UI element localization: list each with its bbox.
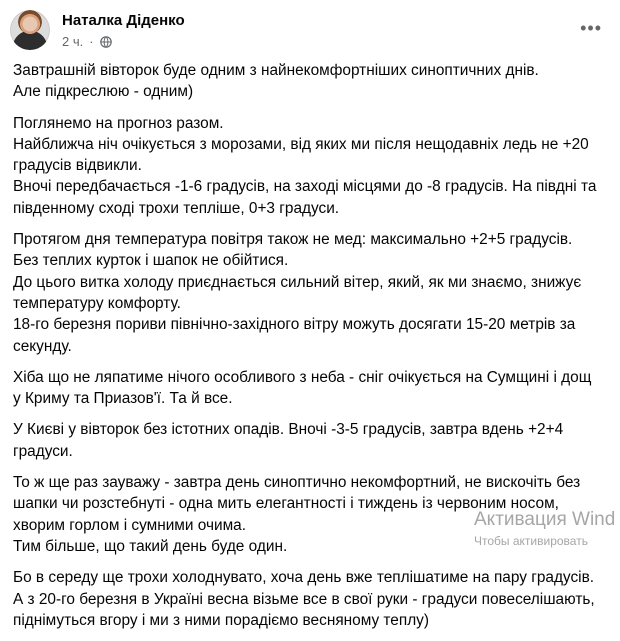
post-text-line: Протягом дня температура повітря також не мед: максимально +2+5 градусів. [13, 231, 573, 249]
post-text [13, 60, 608, 641]
post-text-line: 18-го березня пориви північно-західного вітру можуть досягати 15-20 метрів за [13, 316, 576, 334]
post-paragraph [13, 60, 608, 103]
globe-icon [100, 36, 112, 48]
post-text-line: То ж ще раз зауважу - завтра день синоптично некомфортний, не вискочіть без [13, 474, 581, 492]
post-time[interactable]: 2 ч. [62, 34, 84, 49]
author-avatar[interactable] [10, 10, 50, 50]
post-paragraph [13, 113, 608, 219]
meta-separator: · [89, 34, 94, 49]
post-text-line: А з 20-го березня в Україні весна візьме все в свої руки - градуси повеселішають, [13, 590, 595, 608]
post-text-line: Хіба що не ляпатиме нічого особливого з неба - сніг очікується на Сумщині і дощ [13, 368, 592, 386]
post-text-line: Вночі передбачається -1-6 градусів, на заході місцями до -8 градусів. На півдні та [13, 178, 597, 196]
post-text-line: шапки чи розстебнуті - одна мить елегантності і тиждень із червоним носом, [13, 495, 559, 513]
post-text-line: У Києві у вівторок без істотних опадів. Вночі -3-5 градусів, завтра вдень +2+4 [13, 421, 564, 439]
post-header [10, 8, 610, 56]
post-text-line: у Криму та Приазов'ї. Та й все. [13, 390, 233, 408]
post-meta [62, 34, 112, 49]
post-text-line: секунду. [13, 337, 72, 355]
post-text-line: градуси. [13, 442, 73, 460]
more-dots-icon[interactable]: ••• [580, 18, 602, 38]
post-text-line: Без теплих курток і шапок не обійтися. [13, 252, 289, 270]
post-text-line: піднімуться вгору і ми з ними порадіємо весняному теплу) [13, 611, 430, 629]
post-text-line: південному сході трохи тепліше, 0+3 градуси. [13, 199, 340, 217]
post-text-line: Поглянемо на прогноз разом. [13, 114, 224, 132]
post-text-line: хворим горлом і сумними очима. [13, 516, 247, 534]
post-text-line: градусів відвикли. [13, 157, 142, 175]
post-text-line: Тим більше, що такий день буде один. [13, 537, 288, 555]
post-paragraph [13, 567, 608, 631]
windows-activation-subtitle: Чтобы активировать [474, 534, 588, 548]
windows-activation-watermark: Активация Wind [474, 509, 616, 530]
post-text-line: температуру комфорту. [13, 294, 181, 312]
post-text-line: Завтрашній вівторок буде одним з найнекомфортніших синоптичних днів. [13, 62, 539, 79]
post-text-line: Бо в середу ще трохи холоднувато, хоча день вже теплішатиме на пару градусів. [13, 569, 595, 587]
author-name[interactable]: Наталка Діденко [62, 12, 185, 29]
post-text-line: Найближча ніч очікується з морозами, від яких ми після нещодавніх ледь не +20 [13, 135, 589, 153]
post-text-line: До цього витка холоду приєднається сильний вітер, який, як ми знаємо, знижує [13, 273, 582, 291]
post-paragraph [13, 229, 608, 357]
post-paragraph [13, 419, 608, 462]
post-text-line: Але підкреслюю - одним) [13, 83, 194, 101]
post-paragraph [13, 367, 608, 410]
